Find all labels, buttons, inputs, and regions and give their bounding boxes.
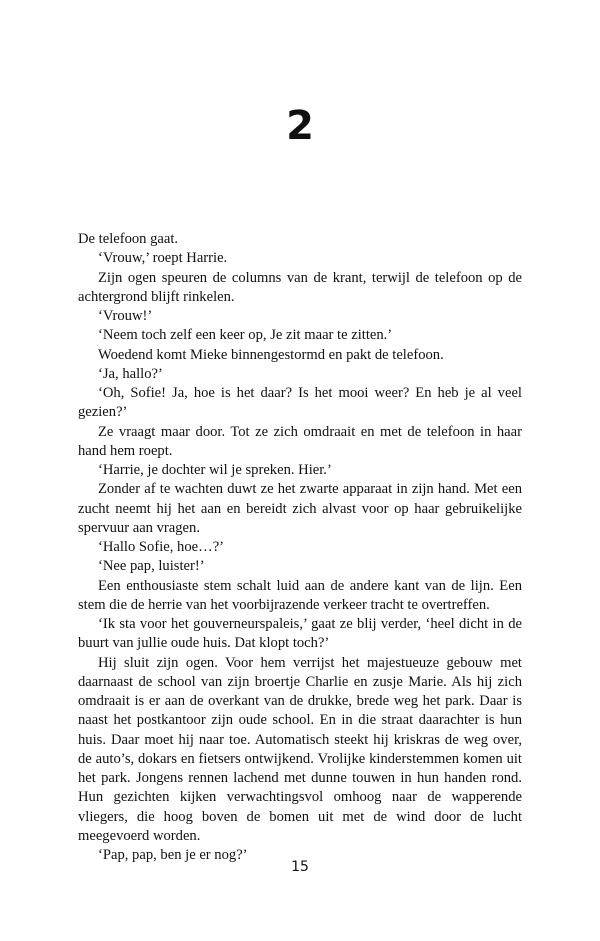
paragraph: ‘Ik sta voor het gouverneurspaleis,’ gaat ze blij verder, ‘heel dicht in de buurt van jullie oude huis. Dat klopt toch?’ xyxy=(78,616,522,652)
chapter-number: 2 xyxy=(286,103,314,149)
paragraph: Hij sluit zijn ogen. Voor hem verrijst het majestueuze gebouw met daarnaast de school van zijn broertje Charlie en zusje Marie. Als hij zich omdraait is er aan de overkant van de drukke, brede weg het park. Daar is naast het postkantoor zijn oude school. En in die straat daarachter is hun huis. Daar moet hij naar toe. Automatisch steekt hij kriskras de weg over, de auto’s, dokars en fietsers ontwijkend. Vrolijke kinderstemmen komen uit het park. Jongens rennen lachend met dunne touwen in hun handen rond. Hun gezichten kijken verwachtingsvol omhoog naar de wapperende vliegers, die hoog boven de bomen uit met de wind door de lucht meegevoerd worden. xyxy=(78,654,522,844)
paragraph: ‘Neem toch zelf een keer op, Je zit maar te zitten.’ xyxy=(98,327,393,344)
paragraph: ‘Hallo Sofie, hoe…?’ xyxy=(98,539,225,555)
paragraph: ‘Vrouw,’ roept Harrie. xyxy=(98,250,228,267)
page-number: 15 xyxy=(291,859,309,875)
paragraph: ‘Nee pap, luister!’ xyxy=(98,558,205,575)
paragraph: ‘Ja, hallo?’ xyxy=(98,365,163,382)
paragraph: ‘Oh, Sofie! Ja, hoe is het daar? Is het mooi weer? En heb je al veel gezien?’ xyxy=(78,385,522,421)
paragraph: Zijn ogen speuren de columns van de krant, terwijl de telefoon op de achtergrond blijft rinkelen. xyxy=(78,269,522,305)
paragraph: Een enthousiaste stem schalt luid aan de andere kant van de lijn. Een stem die de herrie van het voorbijrazende verkeer tracht te overtreffen. xyxy=(78,577,522,613)
paragraph: Woedend komt Mieke binnengestormd en pakt de telefoon. xyxy=(98,346,444,363)
paragraph: ‘Pap, pap, ben je er nog?’ xyxy=(98,847,248,863)
paragraph: ‘Vrouw!’ xyxy=(98,308,153,324)
paragraph: De telefoon gaat. xyxy=(78,231,179,247)
chapter-text xyxy=(78,230,522,865)
paragraph: ‘Harrie, je dochter wil je spreken. Hier.’ xyxy=(98,462,332,478)
paragraph: Zonder af te wachten duwt ze het zwarte apparaat in zijn hand. Met een zucht neemt hij het aan en bereidt zich alvast voor op haar gebruikelijke spervuur aan vragen. xyxy=(78,481,522,536)
paragraph: Ze vraagt maar door. Tot ze zich omdraait en met de telefoon in haar hand hem roept. xyxy=(78,423,522,459)
